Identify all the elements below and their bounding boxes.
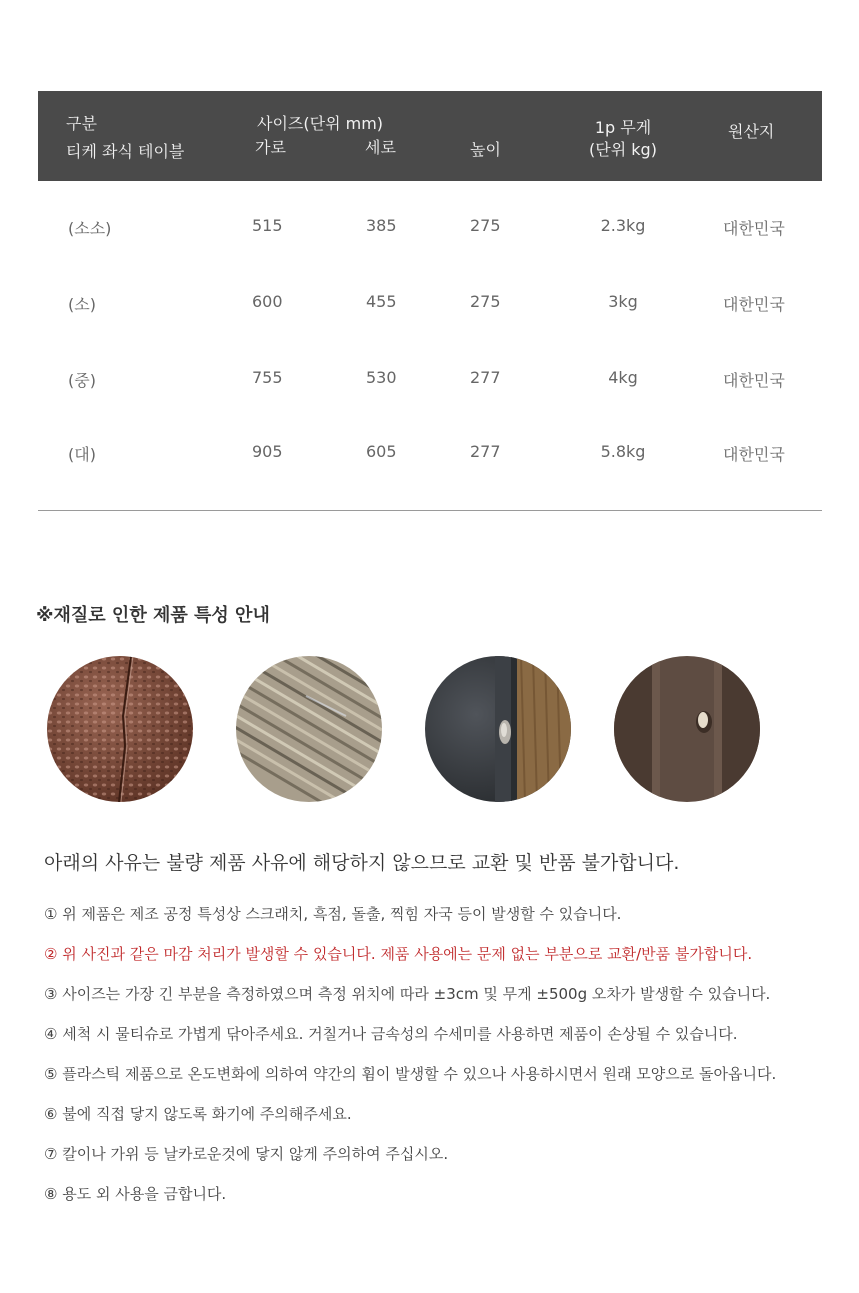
row-size-name: (소소) bbox=[68, 219, 112, 238]
row-weight: 3kg bbox=[608, 292, 638, 311]
header-product-name: 티케 좌식 테이블 bbox=[66, 142, 185, 161]
row-weight: 2.3kg bbox=[600, 216, 646, 235]
table-row bbox=[38, 438, 822, 468]
row-origin: 대한민국 bbox=[723, 371, 785, 390]
header-width: 가로 bbox=[255, 138, 286, 157]
row-width: 600 bbox=[252, 292, 283, 311]
row-size-name: (대) bbox=[68, 445, 96, 464]
notice-item: ⑧ 용도 외 사용을 금합니다. bbox=[44, 1185, 227, 1203]
material-sample-wood-grain-image bbox=[236, 656, 382, 802]
table-row bbox=[38, 212, 822, 242]
material-sample-scratch-image bbox=[47, 656, 193, 802]
header-category: 구분 bbox=[66, 114, 97, 133]
row-height: 277 bbox=[470, 442, 501, 461]
row-width: 905 bbox=[252, 442, 283, 461]
header-origin: 원산지 bbox=[728, 122, 775, 141]
row-size-name: (중) bbox=[68, 371, 96, 390]
notice-item: ① 위 제품은 제조 공정 특성상 스크래치, 흑점, 돌출, 찍힘 자국 등이 발생할 수 있습니다. bbox=[44, 905, 622, 923]
notice-lead: 아래의 사유는 불량 제품 사유에 해당하지 않으므로 교환 및 반품 불가합니다. bbox=[44, 852, 680, 874]
row-width: 515 bbox=[252, 216, 283, 235]
row-origin: 대한민국 bbox=[723, 219, 785, 238]
header-weight: 1p 무게 (단위 kg) bbox=[589, 118, 657, 159]
row-weight: 4kg bbox=[608, 368, 638, 387]
section-title: ※재질로 인한 제품 특성 안내 bbox=[36, 605, 270, 626]
row-depth: 455 bbox=[366, 292, 397, 311]
row-depth: 385 bbox=[366, 216, 397, 235]
row-depth: 605 bbox=[366, 442, 397, 461]
material-sample-edge-burr-image bbox=[425, 656, 571, 802]
row-size-name: (소) bbox=[68, 295, 96, 314]
table-row bbox=[38, 364, 822, 394]
spec-table-header bbox=[38, 91, 822, 181]
notice-item: ③ 사이즈는 가장 긴 부분을 측정하였으며 측정 위치에 따라 ±3cm 및 무게 ±500g 오차가 발생할 수 있습니다. bbox=[44, 985, 771, 1003]
row-depth: 530 bbox=[366, 368, 397, 387]
table-row bbox=[38, 288, 822, 318]
row-origin: 대한민국 bbox=[723, 445, 785, 464]
row-height: 275 bbox=[470, 216, 501, 235]
material-sample-finish-mark-image bbox=[614, 656, 760, 802]
header-height: 높이 bbox=[470, 140, 501, 159]
row-origin: 대한민국 bbox=[723, 295, 785, 314]
table-divider bbox=[38, 510, 822, 511]
row-height: 277 bbox=[470, 368, 501, 387]
row-weight: 5.8kg bbox=[600, 442, 646, 461]
notice-item: ④ 세척 시 물티슈로 가볍게 닦아주세요. 거칠거나 금속성의 수세미를 사용하면 제품이 손상될 수 있습니다. bbox=[44, 1025, 738, 1043]
notice-item: ⑦ 칼이나 가위 등 날카로운것에 닿지 않게 주의하여 주십시오. bbox=[44, 1145, 449, 1163]
notice-item: ⑤ 플라스틱 제품으로 온도변화에 의하여 약간의 휨이 발생할 수 있으나 사용하시면서 원래 모양으로 돌아옵니다. bbox=[44, 1065, 777, 1083]
row-height: 275 bbox=[470, 292, 501, 311]
notice-item-warning: ② 위 사진과 같은 마감 처리가 발생할 수 있습니다. 제품 사용에는 문제 없는 부분으로 교환/반품 불가합니다. bbox=[44, 945, 753, 963]
notice-item: ⑥ 불에 직접 닿지 않도록 화기에 주의해주세요. bbox=[44, 1105, 352, 1123]
row-width: 755 bbox=[252, 368, 283, 387]
header-size: 사이즈(단위 mm) bbox=[257, 114, 384, 133]
header-depth: 세로 bbox=[365, 138, 396, 157]
